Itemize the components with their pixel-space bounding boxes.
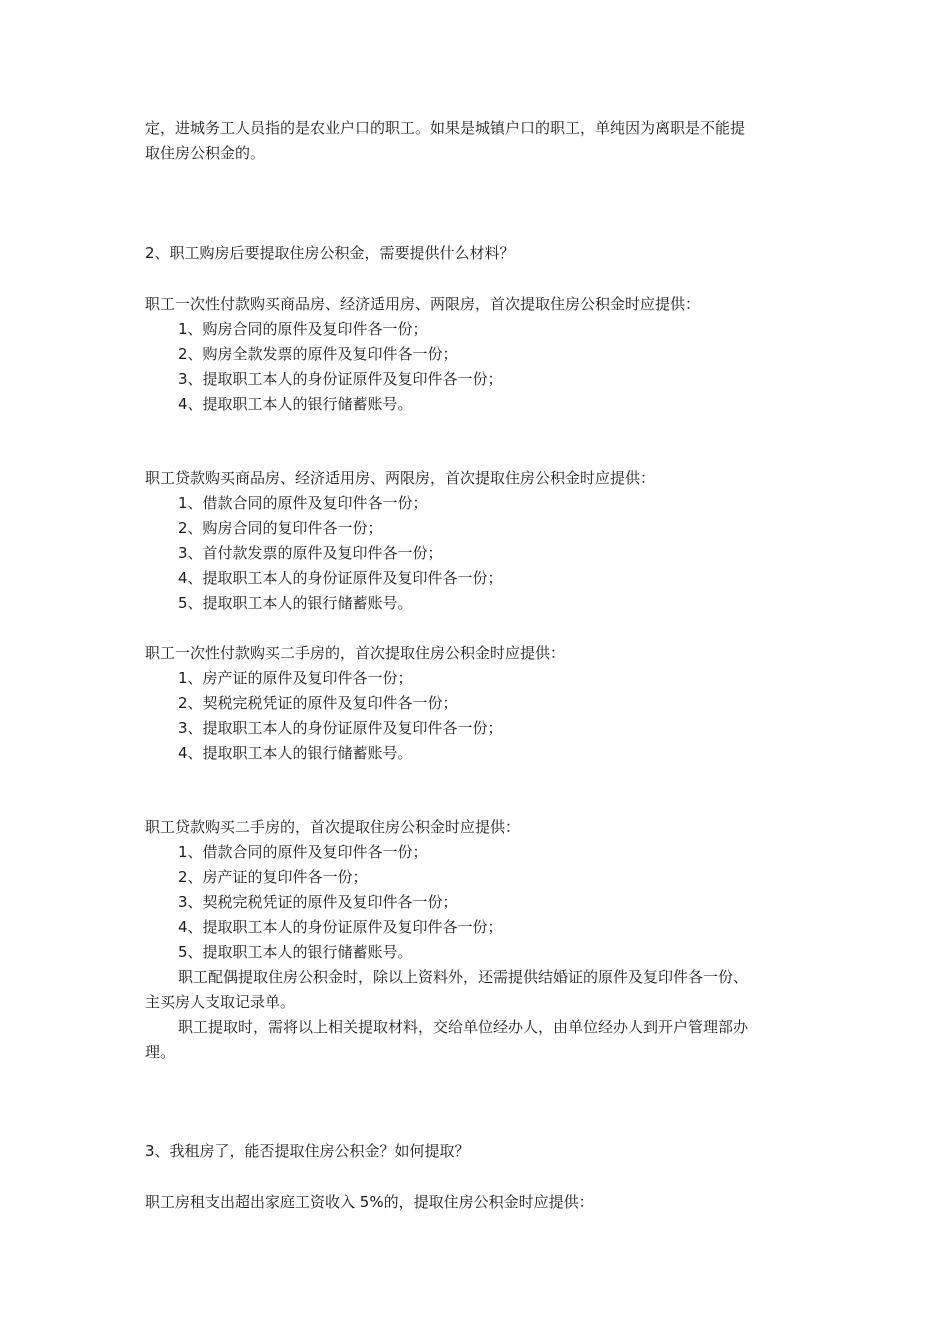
group-2-item: 4、提取职工本人的身份证原件及复印件各一份； (178, 569, 503, 587)
group-4-item: 1、借款合同的原件及复印件各一份； (178, 843, 428, 861)
spouse-note-line-1: 职工配偶提取住房公积金时，除以上资料外，还需提供结婚证的原件及复印件各一份、 (178, 968, 749, 986)
section-2-title: 2、职工购房后要提取住房公积金，需要提供什么材料？ (145, 244, 515, 262)
group-3-item: 3、提取职工本人的身份证原件及复印件各一份； (178, 719, 503, 737)
group-2-heading: 职工贷款购买商品房、经济适用房、两限房，首次提取住房公积金时应提供： (145, 469, 656, 487)
section-3-title: 3、我租房了，能否提取住房公积金？如何提取？ (145, 1142, 470, 1160)
group-1-item: 1、购房合同的原件及复印件各一份； (178, 320, 428, 338)
group-3-heading: 职工一次性付款购买二手房的，首次提取住房公积金时应提供： (145, 644, 566, 662)
intro-line-1: 定，进城务工人员指的是农业户口的职工。如果是城镇户口的职工，单纯因为离职是不能提 (145, 119, 746, 137)
group-3-item: 1、房产证的原件及复印件各一份； (178, 669, 413, 687)
group-1-heading: 职工一次性付款购买商品房、经济适用房、两限房，首次提取住房公积金时应提供： (145, 295, 701, 313)
group-4-heading: 职工贷款购买二手房的，首次提取住房公积金时应提供： (145, 818, 521, 836)
group-4-item: 4、提取职工本人的身份证原件及复印件各一份； (178, 918, 503, 936)
section-3-heading: 职工房租支出超出家庭工资收入 5%的，提取住房公积金时应提供： (145, 1193, 594, 1211)
group-4-item: 2、房产证的复印件各一份； (178, 868, 368, 886)
group-4-item: 3、契税完税凭证的原件及复印件各一份； (178, 893, 458, 911)
process-note-line-1: 职工提取时，需将以上相关提取材料，交给单位经办人，由单位经办人到开户管理部办 (178, 1018, 749, 1036)
spouse-note-line-2: 主买房人支取记录单。 (145, 993, 296, 1011)
group-1-item: 3、提取职工本人的身份证原件及复印件各一份； (178, 370, 503, 388)
group-1-item: 2、购房全款发票的原件及复印件各一份； (178, 345, 458, 363)
intro-line-2: 取住房公积金的。 (145, 144, 266, 162)
group-3-item: 4、提取职工本人的银行储蓄账号。 (178, 744, 413, 762)
group-4-item: 5、提取职工本人的银行储蓄账号。 (178, 943, 413, 961)
group-3-item: 2、契税完税凭证的原件及复印件各一份； (178, 694, 458, 712)
group-2-item: 1、借款合同的原件及复印件各一份； (178, 494, 428, 512)
group-1-item: 4、提取职工本人的银行储蓄账号。 (178, 395, 413, 413)
group-2-item: 3、首付款发票的原件及复印件各一份； (178, 544, 443, 562)
group-2-item: 2、购房合同的复印件各一份； (178, 519, 383, 537)
group-2-item: 5、提取职工本人的银行储蓄账号。 (178, 594, 413, 612)
process-note-line-2: 理。 (145, 1043, 176, 1061)
